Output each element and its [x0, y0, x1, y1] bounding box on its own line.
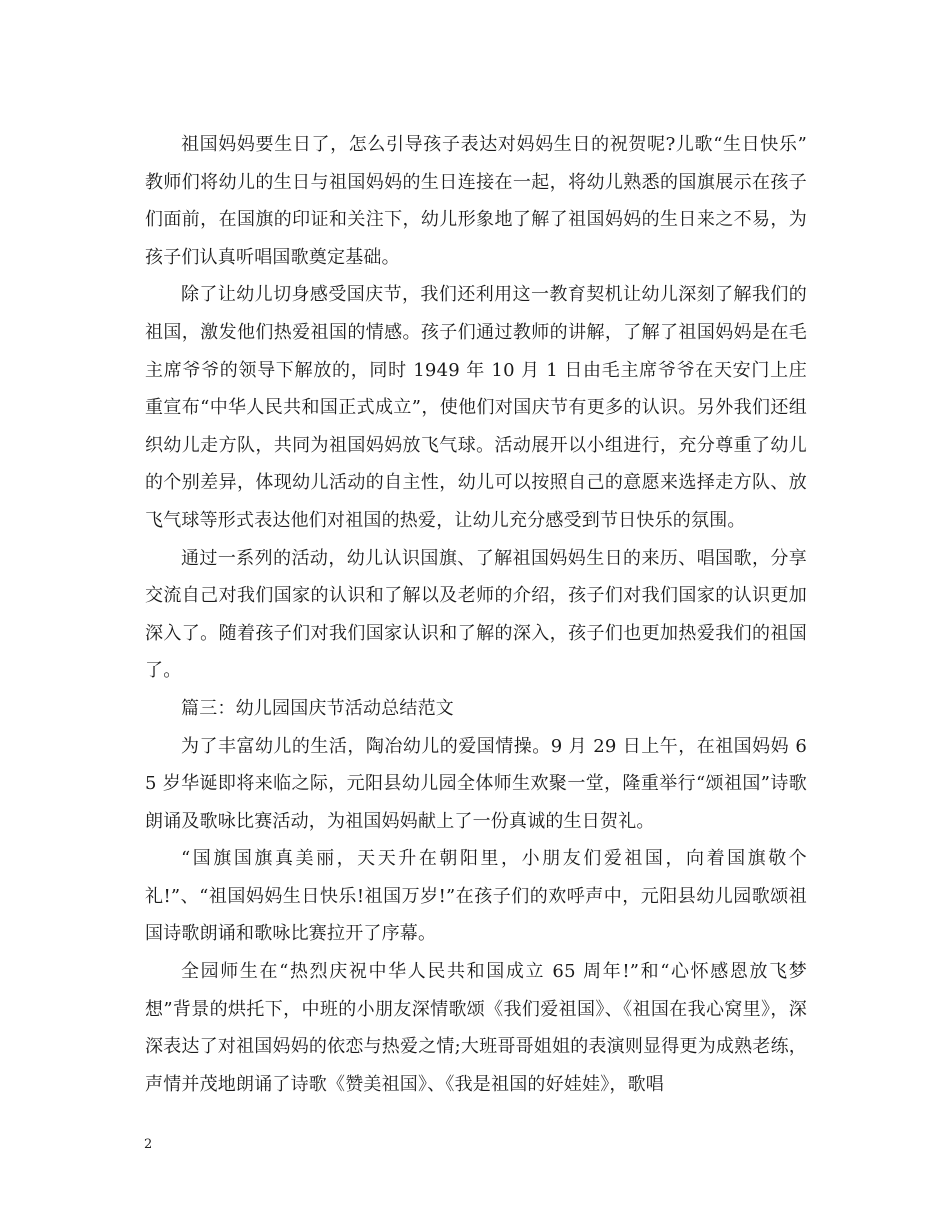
paragraph-performances: 全园师生在“热烈庆祝中华人民共和国成立 65 周年!”和“心怀感恩放飞梦想”背景的烘托下，中班的小朋友深情歌颂《我们爱祖国》、《祖国在我心窝里》，深深表达了对祖国妈妈的依恋与热爱之情;大班哥哥姐姐的表演则显得更为成熟老练，声情并茂地朗诵了诗歌《赞美祖国》、《我是祖国的好娃娃》，歌唱	[145, 961, 807, 1095]
document-body	[145, 126, 807, 1103]
paragraph-event-intro: 为了丰富幼儿的生活，陶冶幼儿的爱国情操。9 月 29 日上午，在祖国妈妈 65 岁华诞即将来临之际，元阳县幼儿园全体师生欢聚一堂，隆重举行“颂祖国”诗歌朗诵及歌咏比赛活动，为祖国妈妈献上了一份真诚的生日贺礼。	[145, 735, 807, 832]
section-heading: 篇三：幼儿园国庆节活动总结范文	[181, 697, 454, 719]
paragraph-activity-summary: 通过一系列的活动，幼儿认识国旗、了解祖国妈妈生日的来历、唱国歌，分享交流自己对我们国家的认识和了解以及老师的介绍，孩子们对我们国家的认识更加深入了。随着孩子们对我们国家认识和了解的深入，孩子们也更加热爱我们的祖国了。	[145, 547, 807, 682]
paragraph-event-opening: “国旗国旗真美丽，天天升在朝阳里，小朋友们爱祖国，向着国旗敬个礼!”、“祖国妈妈生日快乐!祖国万岁!”在孩子们的欢呼声中，元阳县幼儿园歌颂祖国诗歌朗诵和歌咏比赛拉开了序幕。	[145, 848, 807, 945]
paragraph-national-day-education: 除了让幼儿切身感受国庆节，我们还利用这一教育契机让幼儿深刻了解我们的祖国，激发他们热爱祖国的情感。孩子们通过教师的讲解，了解了祖国妈妈是在毛主席爷爷的领导下解放的，同时 1949 年 10 月 1 日由毛主席爷爷在天安门上庄重宣布“中华人民共和国正式成立”，使他们对国庆节有更多的认识。另外我们还组织幼儿走方队，共同为祖国妈妈放飞气球。活动展开以小组进行，充分尊重了幼儿的个别差异，体现幼儿活动的自主性，幼儿可以按照自己的意愿来选择走方队、放飞气球等形式表达他们对祖国的热爱，让幼儿充分感受到节日快乐的氛围。	[145, 284, 807, 531]
paragraph-birthday-song: 祖国妈妈要生日了，怎么引导孩子表达对妈妈生日的祝贺呢?儿歌“生日快乐” 教师们将幼儿的生日与祖国妈妈的生日连接在一起，将幼儿熟悉的国旗展示在孩子们面前，在国旗的印证和关注下，幼儿形象地了解了祖国妈妈的生日来之不易，为孩子们认真听唱国歌奠定基础。	[145, 134, 807, 268]
page-number: 2	[144, 1137, 153, 1152]
